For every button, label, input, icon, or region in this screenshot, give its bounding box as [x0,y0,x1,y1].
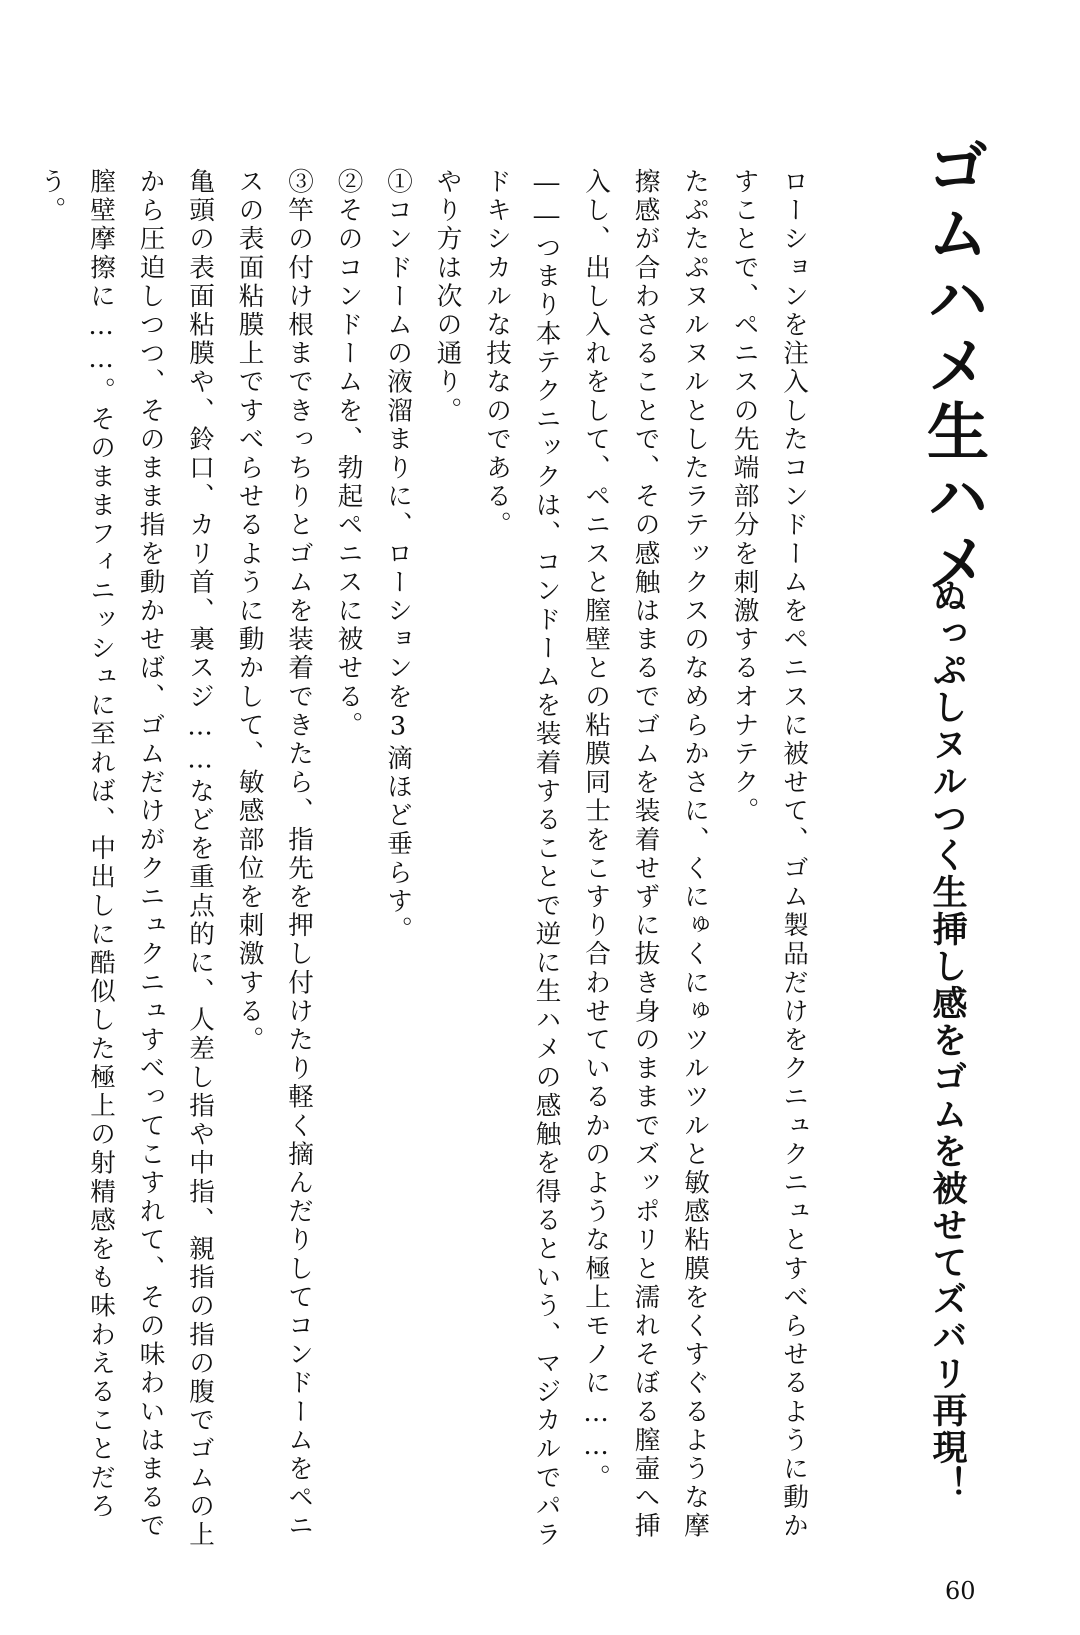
step-item: ②そのコンドームを、勃起ペニスに被せる。 [333,168,364,740]
paragraph: やり方は次の通り。 [432,168,463,426]
paragraph: たぷたぷヌルヌルとしたラテックスのなめらかさに、くにゅくにゅツルツルと敏感粘膜をくすぐるような摩擦感が合わさることで、その感触はまるでゴムを装着せずに抜き身のままでズッポリと濡れそぼる膣壷へ挿入し、出し入れをして、ペニスと膣壁との粘膜同士をこすり合わせているかのような極上モノに……。 [581,168,710,1541]
paragraph: ――つまり本テクニックは、コンドームを装着することで逆に生ハメの感触を得るという、マジカルでパラドキシカルな技なのである。 [482,168,562,1550]
step-item: ①コンドームの液溜まりに、ローションを3滴ほど垂らす。 [383,168,413,945]
paragraph: 亀頭の表面粘膜や、鈴口、カリ首、裏スジ……などを重点的に、人差し指や中指、親指の指の腹でゴムの上から圧迫しつつ、そのまま指を動かせば、ゴムだけがクニュクニュすべってこすれて、その味わいはまるで膣壁摩擦に……。そのままフィニッシュに至れば、中出しに酷似した極上の射精感をも味わえることだろう。 [36,168,215,1550]
body-text [36,168,818,1568]
step-item: ③竿の付け根まできっちりとゴムを装着できたら、指先を押し付けたり軽く摘んだりしてコンドームをペニスの表面粘膜上ですべらせるように動かして、敏感部位を刺激する。 [234,168,314,1541]
page-subtitle: ぬっぷしヌルつく生挿し感をゴムを被せてズバリ再現！ [927,578,968,1503]
paragraph: ローションを注入したコンドームをペニスに被せて、ゴム製品だけをクニュクニュとすべらせるように動かすことで、ペニスの先端部分を刺激するオナテク。 [729,168,809,1541]
page-title: ゴムハメ生ハメ [916,135,990,597]
page-number: 60 [945,1577,976,1605]
